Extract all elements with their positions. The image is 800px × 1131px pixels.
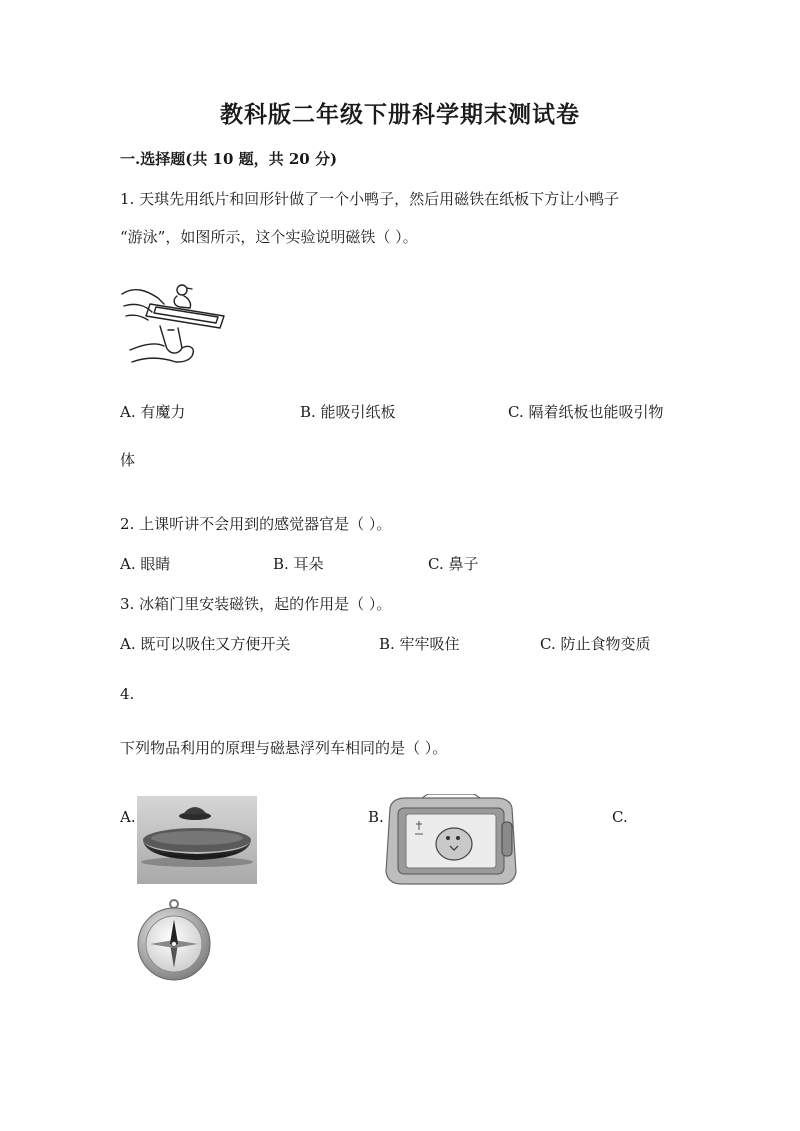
q3-option-b: B. 牢牢吸住: [379, 635, 460, 653]
duck-magnet-experiment-image: [120, 276, 232, 366]
q4-number: 4.: [120, 685, 135, 703]
magnetic-drawing-board-image: [382, 794, 520, 886]
q3-option-a: A. 既可以吸住又方便开关: [120, 635, 291, 653]
q4-option-b: B.: [368, 808, 384, 826]
q4-option-c: C.: [612, 808, 628, 826]
q4-option-a: A.: [120, 808, 136, 826]
q2-option-a: A. 眼睛: [120, 555, 171, 573]
q3-stem: 3. 冰箱门里安装磁铁，起的作用是（ ）。: [120, 595, 392, 613]
section-heading: 一.选择题(共 10 题，共 20 分): [120, 150, 338, 168]
q1-stem-line2: “游泳”，如图所示，这个实验说明磁铁（ ）。: [120, 228, 418, 246]
page-title: 教科版二年级下册科学期末测试卷: [220, 101, 580, 128]
q2-option-c: C. 鼻子: [428, 555, 479, 573]
maglev-levitating-top-image: [137, 796, 257, 884]
q1-option-c: C. 隔着纸板也能吸引物: [508, 403, 664, 421]
q1-option-a: A. 有魔力: [120, 403, 186, 421]
q3-option-c: C. 防止食物变质: [540, 635, 651, 653]
q1-option-b: B. 能吸引纸板: [300, 403, 396, 421]
q1-option-c-wrap: 体: [120, 451, 136, 469]
q2-stem: 2. 上课听讲不会用到的感觉器官是（ ）。: [120, 515, 392, 533]
q2-option-b: B. 耳朵: [273, 555, 324, 573]
q1-stem-line1: 1. 天琪先用纸片和回形针做了一个小鸭子，然后用磁铁在纸板下方让小鸭子: [120, 190, 620, 208]
q4-stem: 下列物品利用的原理与磁悬浮列车相同的是（ ）。: [120, 739, 448, 757]
compass-image: [136, 898, 212, 986]
